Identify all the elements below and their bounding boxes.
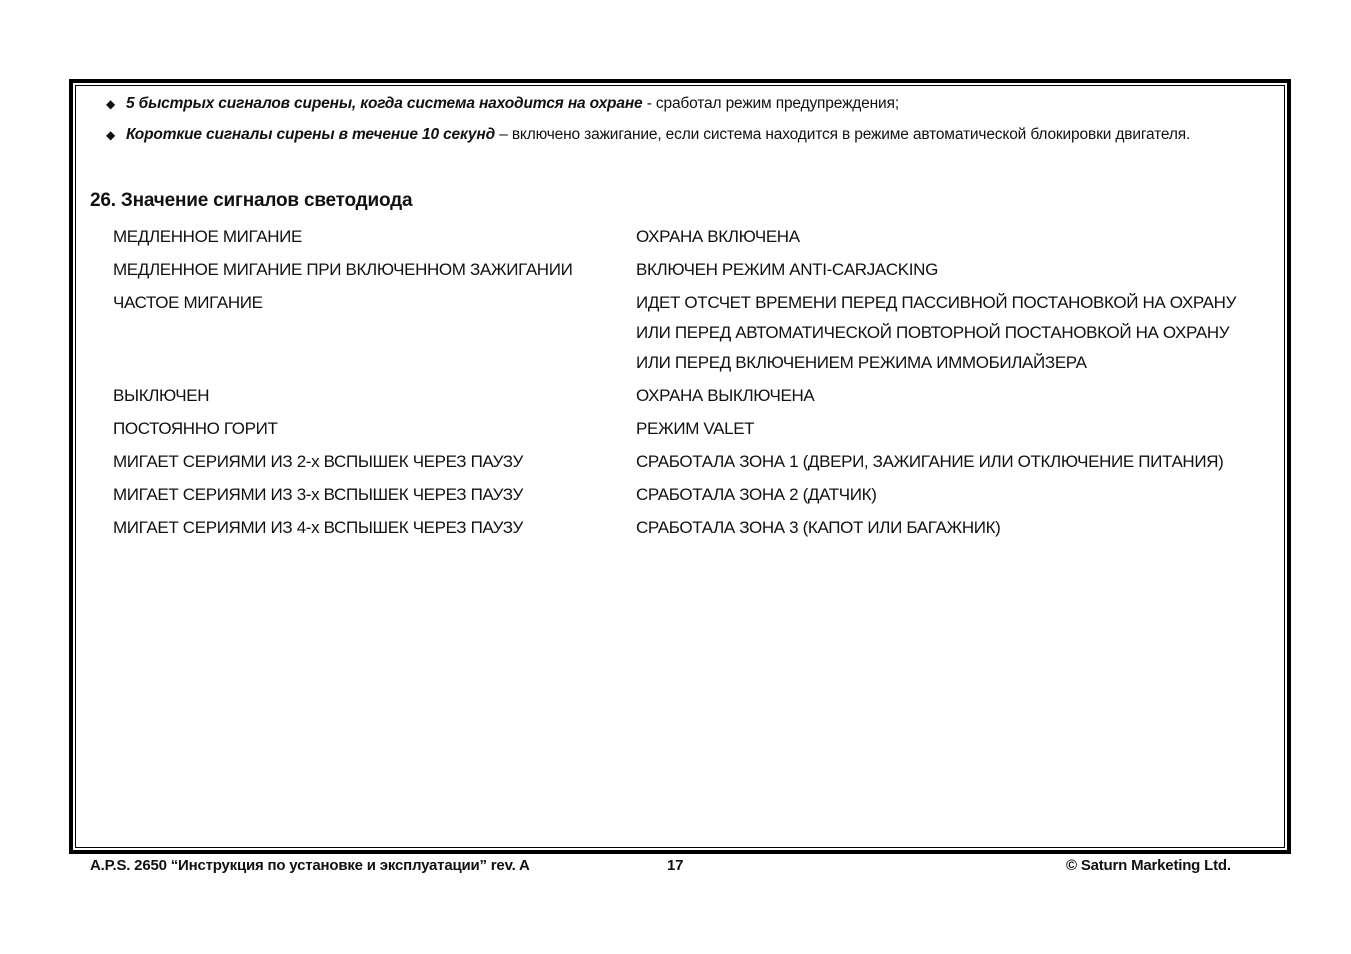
footer-page-number: 17 [667,857,684,874]
led-signal: ЧАСТОЕ МИГАНИЕ [113,293,263,312]
led-meaning-line: ИЛИ ПЕРЕД АВТОМАТИЧЕСКОЙ ПОВТОРНОЙ ПОСТАНОВКОЙ НА ОХРАНУ [636,323,1230,342]
led-signal: МИГАЕТ СЕРИЯМИ ИЗ 4-х ВСПЫШЕК ЧЕРЕЗ ПАУЗУ [113,518,523,537]
led-signal: МИГАЕТ СЕРИЯМИ ИЗ 3-х ВСПЫШЕК ЧЕРЕЗ ПАУЗУ [113,485,523,504]
led-meaning: ОХРАНА ВЫКЛЮЧЕНА [636,386,815,405]
footer-document-title: A.P.S. 2650 “Инструкция по установке и эксплуатации” rev. A [90,857,530,874]
led-meaning: СРАБОТАЛА ЗОНА 3 (КАПОТ ИЛИ БАГАЖНИК) [636,518,1001,537]
diamond-bullet-icon: ◆ [106,97,116,111]
bullet-item [106,95,899,113]
bullet-text: – включено зажигание, если система находится в режиме автоматической блокировки двигателя. [495,126,1191,143]
bullet-emphasis: 5 быстрых сигналов сирены, когда система находится на охране [126,95,643,112]
led-signal: МЕДЛЕННОЕ МИГАНИЕ [113,227,303,246]
bullet-item [106,126,1190,144]
led-signal: ПОСТОЯННО ГОРИТ [113,419,278,438]
diamond-bullet-icon: ◆ [106,128,116,142]
bullet-emphasis: Короткие сигналы сирены в течение 10 секунд [126,126,496,143]
led-signal: ВЫКЛЮЧЕН [113,386,210,405]
led-signal: МЕДЛЕННОЕ МИГАНИЕ ПРИ ВКЛЮЧЕННОМ ЗАЖИГАНИИ [113,260,573,279]
led-meaning: СРАБОТАЛА ЗОНА 2 (ДАТЧИК) [636,485,877,504]
led-meaning: ИДЕТ ОТСЧЕТ ВРЕМЕНИ ПЕРЕД ПАССИВНОЙ ПОСТАНОВКОЙ НА ОХРАНУ [636,293,1237,312]
led-meaning: ВКЛЮЧЕН РЕЖИМ ANTI-CARJACKING [636,260,938,279]
footer-copyright: © Saturn Marketing Ltd. [1066,857,1231,874]
section-title: 26. Значение сигналов светодиода [90,190,413,211]
led-signal: МИГАЕТ СЕРИЯМИ ИЗ 2-х ВСПЫШЕК ЧЕРЕЗ ПАУЗУ [113,452,523,471]
led-meaning: РЕЖИМ VALET [636,419,755,438]
led-meaning: ОХРАНА ВКЛЮЧЕНА [636,227,800,246]
led-meaning-line: ИЛИ ПЕРЕД ВКЛЮЧЕНИЕМ РЕЖИМА ИММОБИЛАЙЗЕРА [636,353,1087,372]
led-meaning: СРАБОТАЛА ЗОНА 1 (ДВЕРИ, ЗАЖИГАНИЕ ИЛИ ОТКЛЮЧЕНИЕ ПИТАНИЯ) [636,452,1224,471]
bullet-text: - сработал режим предупреждения; [642,95,899,112]
